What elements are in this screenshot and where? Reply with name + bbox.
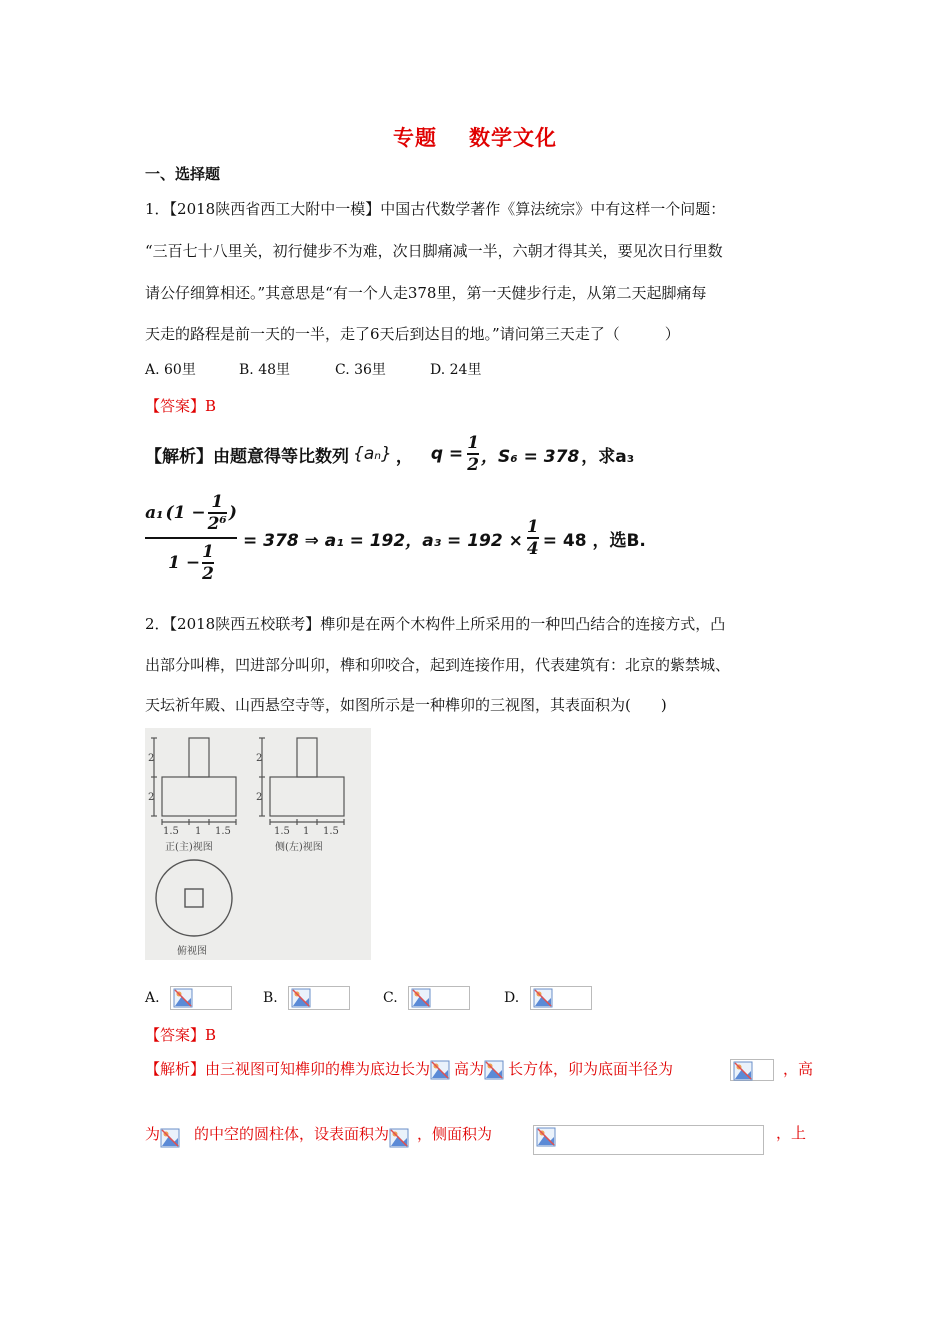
q2-option-b-image (288, 986, 350, 1010)
big-frac-den: 1 − (168, 553, 201, 573)
q2-analysis-2c: ，侧面积为 (417, 1125, 493, 1143)
side-dim-2-bottom: 2 (256, 792, 263, 803)
q1-analysis-prefix: 【解析】由题意得等比数列 (145, 446, 349, 467)
big-frac-inner-left: (1 − (165, 503, 206, 523)
q1-analysis-q-frac (467, 433, 479, 475)
three-view-drawing (145, 728, 371, 960)
q2-analysis-1b: 高为 (454, 1060, 485, 1078)
big-frac-inner-frac (208, 492, 227, 534)
side-view-caption: 侧(左)视图 (275, 842, 323, 853)
front-dim-1: 1 (195, 826, 202, 837)
inner-numerator: 1 (211, 492, 224, 512)
q1-analysis-rhs-frac (527, 517, 539, 559)
front-dim-2-bottom: 2 (148, 792, 155, 803)
broken-image-icon (536, 1127, 556, 1147)
q1-answer: 【答案】B (145, 397, 217, 415)
q1-analysis-s6: ，S₆ = 378 (481, 446, 580, 467)
den-denominator: 2 (202, 564, 214, 584)
q2-option-c-label: C. (383, 990, 398, 1006)
q1-option-a: A. 60里 (145, 362, 196, 378)
q1-analysis-seq: {aₙ} (353, 444, 392, 464)
q1-analysis-q: q = (430, 444, 464, 464)
broken-image-icon (173, 988, 193, 1008)
q2-option-b-label: B. (263, 990, 278, 1006)
broken-image-icon (733, 1061, 753, 1081)
q2-option-a-image (170, 986, 232, 1010)
q2-analysis-image-box-1 (730, 1059, 774, 1081)
broken-image-icon (411, 988, 431, 1008)
q2-analysis-2b: 的中空的圆柱体，设表面积为 (194, 1125, 390, 1143)
side-dim-1: 1 (303, 826, 310, 837)
q2-option-a (145, 986, 232, 1010)
q2-analysis-1a: 【解析】由三视图可知榫卯的榫为底边长为 (145, 1060, 431, 1078)
side-dim-2-top: 2 (256, 753, 263, 764)
q1-option-c: C. 36里 (335, 362, 386, 378)
q1-option-b: B. 48里 (239, 362, 291, 378)
q2-option-d-label: D. (504, 990, 520, 1006)
front-view-caption: 正(主)视图 (165, 842, 213, 853)
big-frac-a1: a₁ (145, 503, 164, 523)
rhs-denominator: 4 (526, 539, 539, 559)
q1-line-4: 天走的路程是前一天的一半，走了6天后到达目的地。”请问第三天走了（ ） (145, 325, 680, 343)
front-dim-15-right: 1.5 (215, 826, 231, 837)
q2-analysis-image-box-2 (533, 1125, 764, 1155)
q1-line-2: “三百七十八里关，初行健步不为难，次日脚痛减一半，六朝才得其关，要见次日行里数 (145, 242, 723, 260)
q2-analysis-2a: 为 (145, 1125, 161, 1143)
q2-line-2: 出部分叫榫，凹进部分叫卯，榫和卯咬合，起到连接作用，代表建筑有：北京的紫禁城、 (145, 656, 731, 674)
section-heading: 一、选择题 (145, 165, 221, 183)
q2-option-c (383, 986, 470, 1010)
den-numerator: 1 (202, 542, 214, 562)
q2-analysis-1d: ，高 (783, 1060, 814, 1078)
q2-option-d (504, 986, 592, 1010)
title-left: 专题 (393, 126, 437, 150)
q2-option-a-label: A. (145, 990, 160, 1006)
broken-image-icon (430, 1060, 450, 1080)
q2-analysis-2d: ，上 (776, 1124, 807, 1142)
q2-analysis-line-2 (145, 1122, 492, 1148)
q2-analysis-line-1 (145, 1058, 673, 1080)
q2-answer: 【答案】B (145, 1026, 217, 1044)
broken-image-icon (291, 988, 311, 1008)
broken-image-icon (160, 1128, 180, 1148)
broken-image-icon (533, 988, 553, 1008)
inner-denominator: 2⁶ (207, 514, 227, 534)
q1-option-d: D. 24里 (430, 362, 482, 378)
q2-option-b (263, 986, 350, 1010)
q1-analysis-line-1 (145, 428, 665, 480)
top-view-caption: 俯视图 (177, 946, 207, 957)
q2-line-1: 2．【2018陕西五校联考】榫卯是在两个木构件上所采用的一种凹凸结合的连接方式，凸 (145, 615, 726, 633)
q2-option-c-image (408, 986, 470, 1010)
big-frac-inner-right: ) (228, 503, 237, 523)
q1-analysis-seek: ，求a₃ (581, 446, 635, 467)
q1-big-fraction (145, 489, 237, 587)
q-numerator: 1 (467, 433, 480, 453)
q1-analysis-line-2 (145, 486, 665, 590)
q-denominator: 2 (467, 455, 480, 475)
side-dim-15-left: 1.5 (274, 826, 290, 837)
q1-analysis-rhs: = 378 ⇒ a₁ = 192，a₃ = 192 × (243, 530, 523, 551)
three-view-figure (145, 728, 371, 960)
rhs-numerator: 1 (526, 517, 539, 537)
q2-option-d-image (530, 986, 592, 1010)
front-dim-15-left: 1.5 (163, 826, 179, 837)
broken-image-icon (389, 1128, 409, 1148)
front-dim-2-top: 2 (148, 753, 155, 764)
page-title (0, 122, 950, 152)
big-frac-den-frac (202, 542, 214, 584)
side-dim-15-right: 1.5 (323, 826, 339, 837)
q1-analysis-comma: ， (395, 446, 413, 467)
q1-line-3: 请公仔细算相还。”其意思是“有一个人走378里，第一天健步行走，从第二天起脚痛每 (145, 284, 707, 302)
q1-line-1: 1．【2018陕西省西工大附中一模】中国古代数学著作《算法统宗》中有这样一个问题： (145, 200, 726, 218)
q2-line-3: 天坛祈年殿、山西悬空寺等，如图所示是一种榫卯的三视图，其表面积为( ) (145, 696, 667, 714)
title-right: 数学文化 (469, 126, 557, 150)
q1-analysis-rhs-end: = 48 ，选B. (542, 530, 646, 551)
q2-analysis-1c: 长方体，卯为底面半径为 (508, 1060, 674, 1078)
broken-image-icon (484, 1060, 504, 1080)
